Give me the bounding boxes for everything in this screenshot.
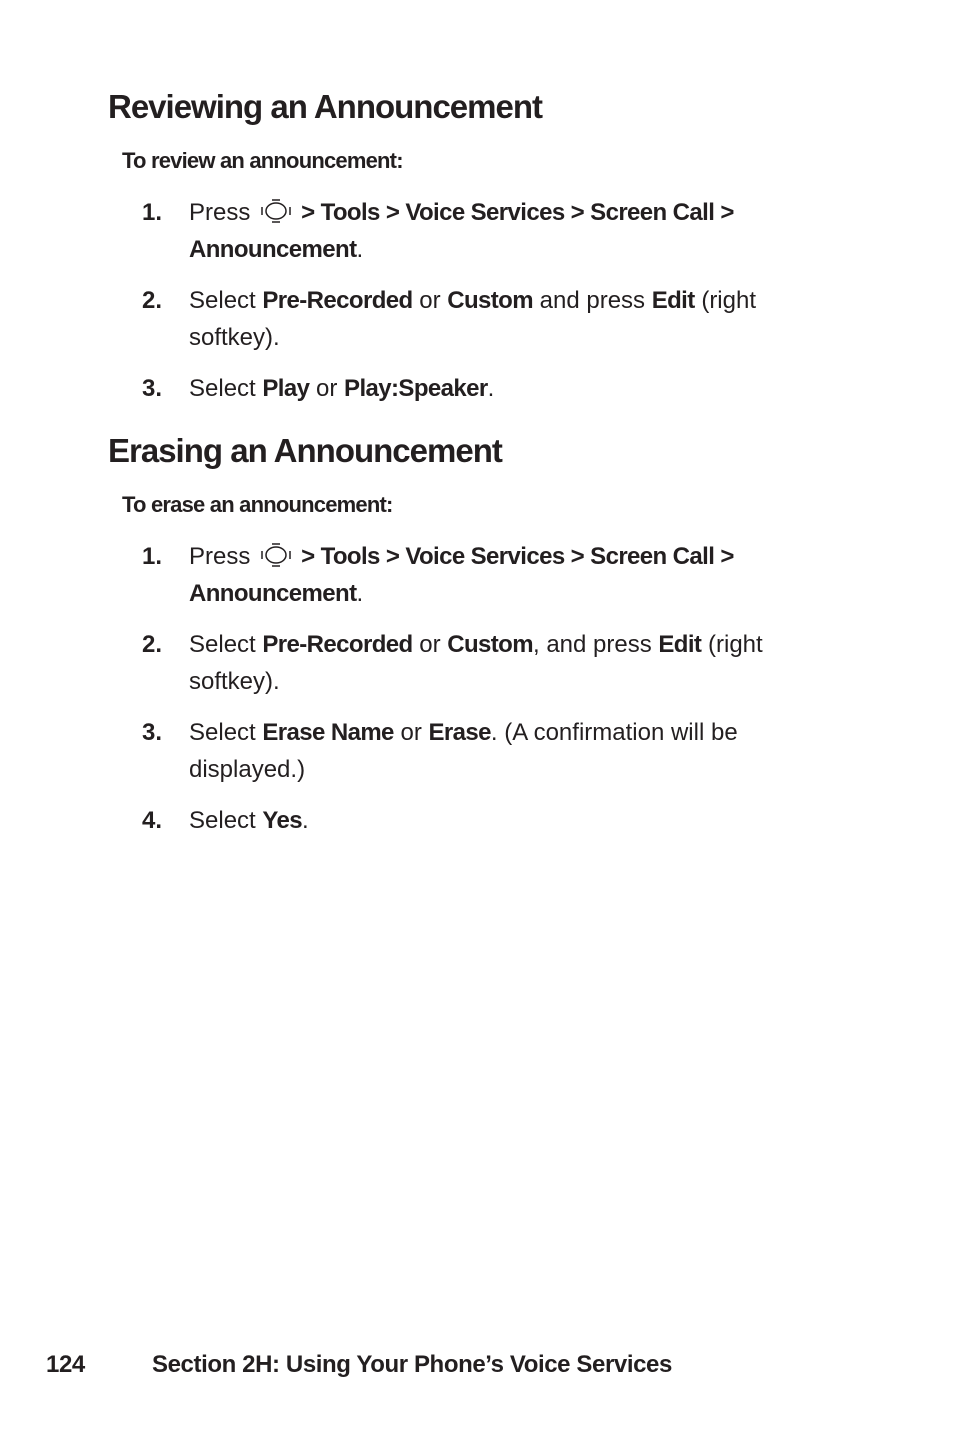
footer-section-title: Section 2H: Using Your Phone’s Voice Services	[152, 1351, 672, 1378]
step-item	[142, 626, 822, 700]
step-number: 2.	[142, 631, 163, 658]
step-text: Select	[189, 375, 263, 402]
step-number: 3.	[142, 719, 163, 746]
step-text: Select	[189, 807, 263, 834]
step-item	[142, 282, 822, 356]
page-footer	[46, 1349, 672, 1381]
step-text: (right softkey).	[189, 287, 757, 351]
page-number: 124	[46, 1351, 85, 1378]
step-number: 3.	[142, 375, 163, 402]
step-text: and press	[532, 287, 652, 314]
step-number: 1.	[142, 543, 163, 570]
option-label: Erase Name	[262, 719, 394, 746]
step-text: (right softkey).	[189, 631, 763, 695]
step-text: or	[412, 287, 448, 314]
step-text: .	[356, 580, 364, 607]
step-text: or	[412, 631, 448, 658]
step-text: Press	[189, 543, 258, 570]
step-item	[142, 538, 822, 612]
step-item	[142, 370, 822, 407]
menu-path: > Tools > Voice Services > Screen Call > Announcement	[189, 543, 734, 607]
step-text: or	[309, 375, 345, 402]
step-number: 1.	[142, 199, 163, 226]
option-label: Custom	[447, 631, 533, 658]
menu-key-icon	[259, 542, 293, 568]
option-label: Pre-Recorded	[262, 631, 413, 658]
menu-key-icon	[259, 198, 293, 224]
steps-list-erasing	[142, 538, 822, 853]
step-text: Select	[189, 287, 263, 314]
steps-list-reviewing	[142, 194, 822, 421]
menu-path: > Tools > Voice Services > Screen Call > Announcement	[189, 199, 734, 263]
step-item	[142, 802, 822, 839]
step-number: 2.	[142, 287, 163, 314]
section-heading-reviewing: Reviewing an Announcement	[108, 88, 543, 125]
section-subheading-erasing: To erase an announcement:	[122, 492, 393, 517]
softkey-label: Edit	[651, 287, 695, 314]
step-text: or	[393, 719, 429, 746]
option-label: Play	[262, 375, 310, 402]
step-text: Select	[189, 719, 263, 746]
step-text: Select	[189, 631, 263, 658]
option-label: Yes	[262, 807, 302, 834]
option-label: Erase	[428, 719, 491, 746]
option-label: Play:Speaker	[344, 375, 488, 402]
section-subheading-reviewing: To review an announcement:	[122, 148, 403, 173]
step-text: .	[301, 807, 309, 834]
step-text: . (A confirmation will be displayed.)	[189, 719, 738, 783]
step-item	[142, 194, 822, 268]
step-item	[142, 714, 822, 788]
step-text: .	[487, 375, 495, 402]
section-heading-erasing: Erasing an Announcement	[108, 432, 502, 469]
step-text: Press	[189, 199, 258, 226]
step-text: , and press	[532, 631, 659, 658]
option-label: Custom	[447, 287, 533, 314]
step-text: .	[356, 236, 364, 263]
softkey-label: Edit	[658, 631, 702, 658]
option-label: Pre-Recorded	[262, 287, 413, 314]
step-number: 4.	[142, 807, 163, 834]
